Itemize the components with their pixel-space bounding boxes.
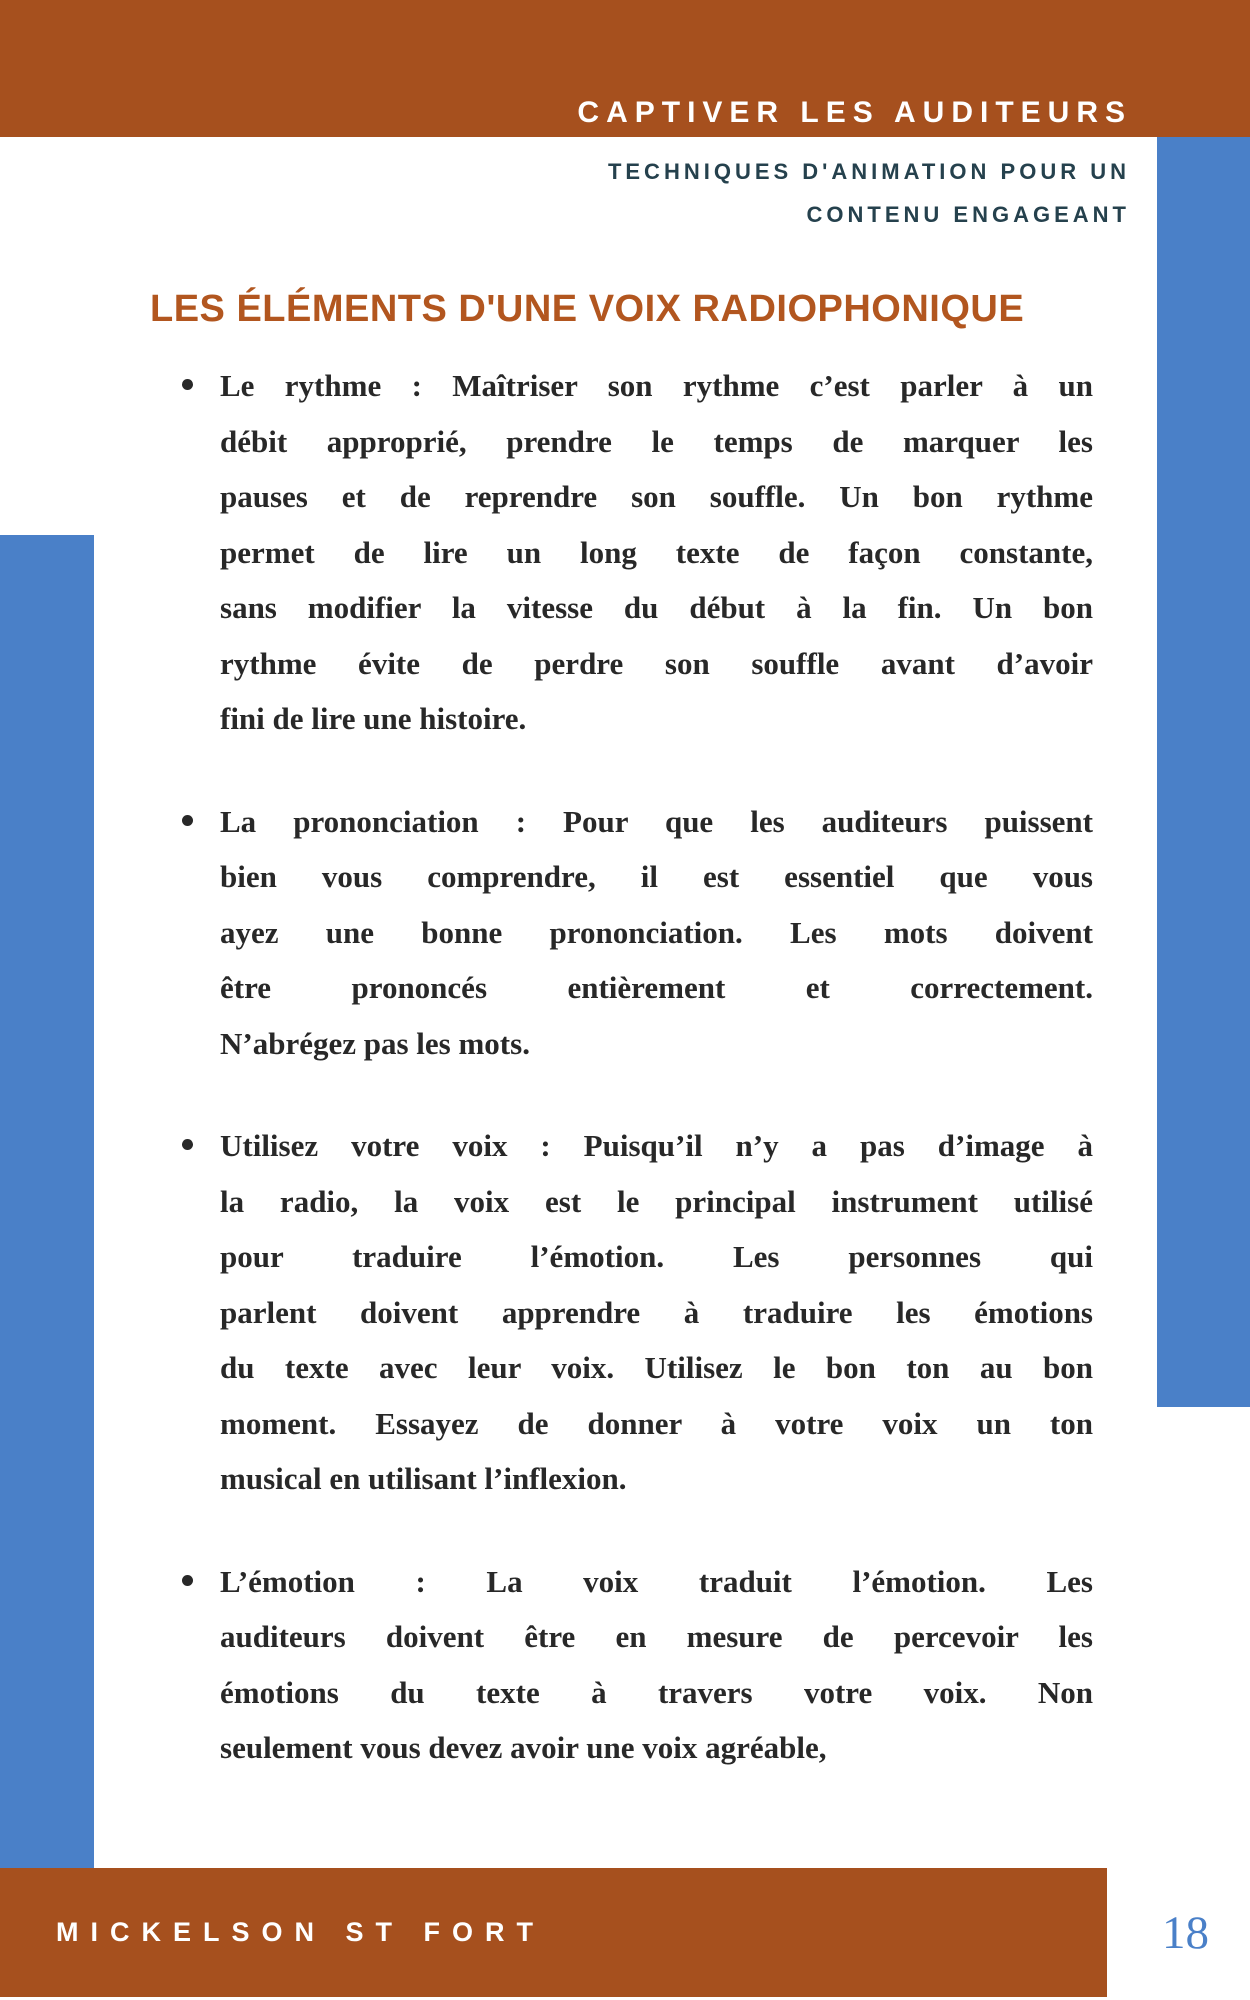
subtitle-line-2: CONTENU ENGAGEANT [806, 202, 1130, 227]
bullet-line: auditeurs doivent être en mesure de percevoir les [220, 1619, 1093, 1654]
bullet-line: permet de lire un long texte de façon constante, [220, 534, 1093, 570]
bullet-item [220, 1554, 1093, 1776]
bullet-line: L’émotion : La voix traduit l’émotion. Les [220, 1563, 1093, 1599]
bullet-item [220, 358, 1093, 747]
bullet-line: Le rythme : Maîtriser son rythme c’est parler à un [220, 368, 1093, 403]
bullet-list [220, 358, 1093, 1776]
bullet-line: pauses et de reprendre son souffle. Un bon rythme [220, 479, 1093, 514]
bullet-line: N’abrégez pas les mots. [220, 1025, 530, 1061]
bullet-line: ayez une bonne prononciation. Les mots doivent [220, 914, 1093, 950]
bullet-line: La prononciation : Pour que les auditeurs puissent [220, 803, 1093, 839]
bullet-line: moment. Essayez de donner à votre voix un ton [220, 1405, 1093, 1441]
bullet-line: seulement vous devez avoir une voix agréable, [220, 1730, 827, 1765]
bullet-line: pour traduire l’émotion. Les personnes qui [220, 1239, 1093, 1274]
bullet-line: débit approprié, prendre le temps de marquer les [220, 423, 1093, 459]
bullet-line: émotions du texte à travers votre voix. Non [220, 1674, 1093, 1710]
bullet-line: fini de lire une histoire. [220, 701, 527, 736]
footer-band [0, 1868, 1107, 1997]
bullet-line: du texte avec leur voix. Utilisez le bon ton au bon [220, 1350, 1093, 1385]
bullet-line: être prononcés entièrement et correctement. [220, 970, 1093, 1005]
page-title: CAPTIVER LES AUDITEURS [577, 96, 1132, 129]
bullet-line: musical en utilisant l’inflexion. [220, 1461, 627, 1496]
bullet-line: la radio, la voix est le principal instrument utilisé [220, 1183, 1093, 1219]
bullet-item [220, 794, 1093, 1072]
bullet-dot-icon [182, 815, 193, 826]
bullet-dot-icon [182, 1139, 193, 1150]
page-number: 18 [1162, 1906, 1209, 1959]
bullet-line: rythme évite de perdre son souffle avant d’avoir [220, 645, 1093, 681]
bullet-line: parlent doivent apprendre à traduire les émotions [220, 1294, 1093, 1330]
right-accent-bar [1157, 137, 1250, 1407]
subtitle [608, 150, 1130, 236]
footer-author: MICKELSON ST FORT [56, 1917, 545, 1947]
bullet-dot-icon [182, 1575, 193, 1586]
bullet-item [220, 1118, 1093, 1507]
bullet-line: bien vous comprendre, il est essentiel que vous [220, 859, 1093, 894]
bullet-line: sans modifier la vitesse du début à la fin. Un bon [220, 590, 1093, 625]
bullet-line: Utilisez votre voix : Puisqu’il n’y a pas d’image à [220, 1128, 1093, 1163]
section-heading: LES ÉLÉMENTS D'UNE VOIX RADIOPHONIQUE [150, 288, 1025, 330]
left-accent-bar [0, 535, 94, 1868]
subtitle-line-1: TECHNIQUES D'ANIMATION POUR UN [607, 159, 1130, 184]
header-band [0, 0, 1250, 137]
bullet-dot-icon [182, 379, 193, 390]
